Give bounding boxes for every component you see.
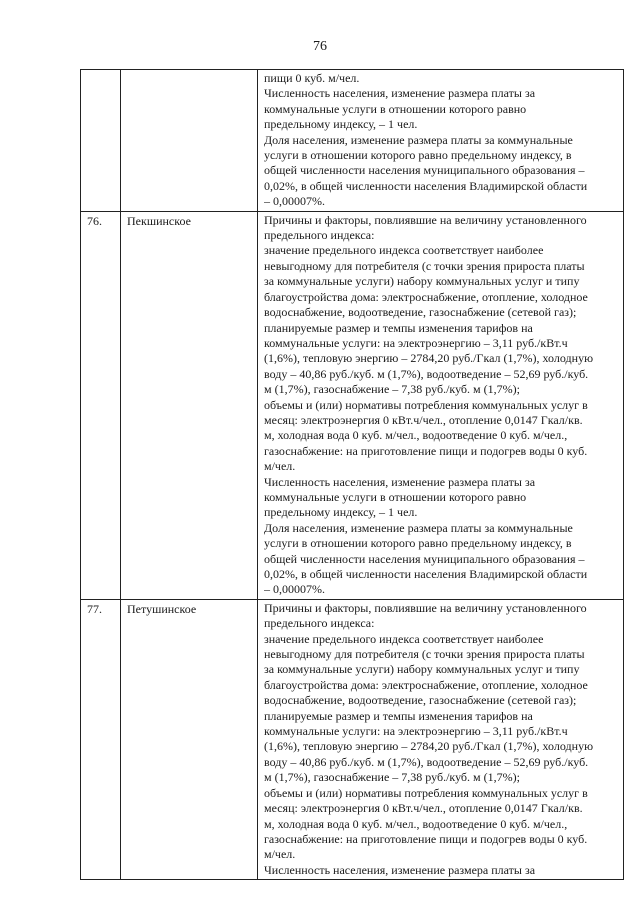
row-description <box>258 599 624 879</box>
text-line: – 0,00007%. <box>264 194 325 209</box>
row-description <box>258 70 624 212</box>
text-line: воду – 40,86 руб./куб. м (1,7%), водоотведение – 52,69 руб./куб. <box>264 366 589 381</box>
text-line: объемы и (или) нормативы потребления коммунальных услуг в <box>264 785 588 800</box>
text-line: Численность населения, изменение размера платы за <box>264 86 536 101</box>
row-number: 77. <box>81 599 121 879</box>
text-line: услуги в отношении которого равно предельному индексу, в <box>264 148 572 163</box>
text-line: воду – 40,86 руб./куб. м (1,7%), водоотведение – 52,69 руб./куб. <box>264 754 589 769</box>
municipal-index-table <box>80 69 624 880</box>
text-line: (1,6%), тепловую энергию – 2784,20 руб./Гкал (1,7%), холодную <box>264 351 594 366</box>
text-line: м (1,7%), газоснабжение – 7,38 руб./куб. м (1,7%); <box>264 382 520 397</box>
text-line: коммунальные услуги: на электроэнергию – 3,11 руб./кВт.ч <box>264 335 568 350</box>
text-line: значение предельного индекса соответствует наиболее <box>264 243 544 258</box>
text-line: м/чел. <box>264 459 296 474</box>
text-line: пищи 0 куб. м/чел. <box>264 71 360 85</box>
municipality-name: Пекшинское <box>121 211 258 599</box>
text-line: общей численности населения муниципального образования – <box>264 163 585 178</box>
municipality-name <box>121 70 258 212</box>
text-line: газоснабжение: на приготовление пищи и подогрев воды 0 куб. <box>264 831 588 846</box>
text-line: предельного индекса: <box>264 228 375 243</box>
text-line: коммунальные услуги в отношении которого равно <box>264 101 527 116</box>
table-row <box>81 599 624 879</box>
text-line: значение предельного индекса соответствует наиболее <box>264 631 544 646</box>
text-line: коммунальные услуги в отношении которого равно <box>264 489 527 504</box>
table-row <box>81 70 624 212</box>
row-number: 76. <box>81 211 121 599</box>
text-line: планируемые размер и темпы изменения тарифов на <box>264 708 533 723</box>
text-line: м, холодная вода 0 куб. м/чел., водоотведение 0 куб. м/чел., <box>264 428 568 443</box>
text-line: м, холодная вода 0 куб. м/чел., водоотведение 0 куб. м/чел., <box>264 816 568 831</box>
text-line: м/чел. <box>264 847 296 862</box>
text-line: Доля населения, изменение размера платы за коммунальные <box>264 520 573 535</box>
text-line: благоустройства дома: электроснабжение, отопление, холодное <box>264 289 588 304</box>
text-line: 0,02%, в общей численности населения Владимирской области <box>264 567 588 581</box>
text-line: Доля населения, изменение размера платы за коммунальные <box>264 132 573 147</box>
text-line: Численность населения, изменение размера платы за <box>264 474 536 489</box>
row-description <box>258 211 624 599</box>
text-line: невыгодному для потребителя (с точки зрения прироста платы <box>264 258 585 273</box>
text-line: объемы и (или) нормативы потребления коммунальных услуг в <box>264 397 588 412</box>
text-line: общей численности населения муниципального образования – <box>264 551 585 566</box>
municipality-name: Петушинское <box>121 599 258 879</box>
text-line: месяц: электроэнергия 0 кВт.ч/чел., отопление 0,0147 Гкал/кв. <box>264 412 583 427</box>
row-number <box>81 70 121 212</box>
text-line: м (1,7%), газоснабжение – 7,38 руб./куб. м (1,7%); <box>264 770 520 785</box>
text-line: за коммунальные услуги) набору коммунальных услуг и типу <box>264 274 580 289</box>
text-line: Причины и факторы, повлиявшие на величину установленного <box>264 212 587 227</box>
text-line: месяц: электроэнергия 0 кВт.ч/чел., отопление 0,0147 Гкал/кв. <box>264 801 583 816</box>
text-line: предельному индексу, – 1 чел. <box>264 505 418 520</box>
text-line: услуги в отношении которого равно предельному индексу, в <box>264 536 572 551</box>
text-line: предельного индекса: <box>264 616 375 631</box>
text-line: водоснабжение, водоотведение, газоснабжение (сетевой газ); <box>264 305 577 320</box>
text-line: – 0,00007%. <box>264 582 325 597</box>
text-line: (1,6%), тепловую энергию – 2784,20 руб./Гкал (1,7%), холодную <box>264 739 594 754</box>
text-line: благоустройства дома: электроснабжение, отопление, холодное <box>264 677 588 692</box>
text-line: предельному индексу, – 1 чел. <box>264 117 418 132</box>
text-line: Численность населения, изменение размера платы за <box>264 862 536 877</box>
text-line: Причины и факторы, повлиявшие на величину установленного <box>264 600 587 615</box>
text-line: газоснабжение: на приготовление пищи и подогрев воды 0 куб. <box>264 443 588 458</box>
table-row <box>81 211 624 599</box>
text-line: коммунальные услуги: на электроэнергию – 3,11 руб./кВт.ч <box>264 724 568 739</box>
text-line: планируемые размер и темпы изменения тарифов на <box>264 320 533 335</box>
text-line: 0,02%, в общей численности населения Владимирской области <box>264 178 588 193</box>
text-line: водоснабжение, водоотведение, газоснабжение (сетевой газ); <box>264 693 577 708</box>
text-line: за коммунальные услуги) набору коммунальных услуг и типу <box>264 662 580 677</box>
page-number: 76 <box>313 39 327 54</box>
text-line: невыгодному для потребителя (с точки зрения прироста платы <box>264 647 585 662</box>
table-body <box>81 70 624 880</box>
